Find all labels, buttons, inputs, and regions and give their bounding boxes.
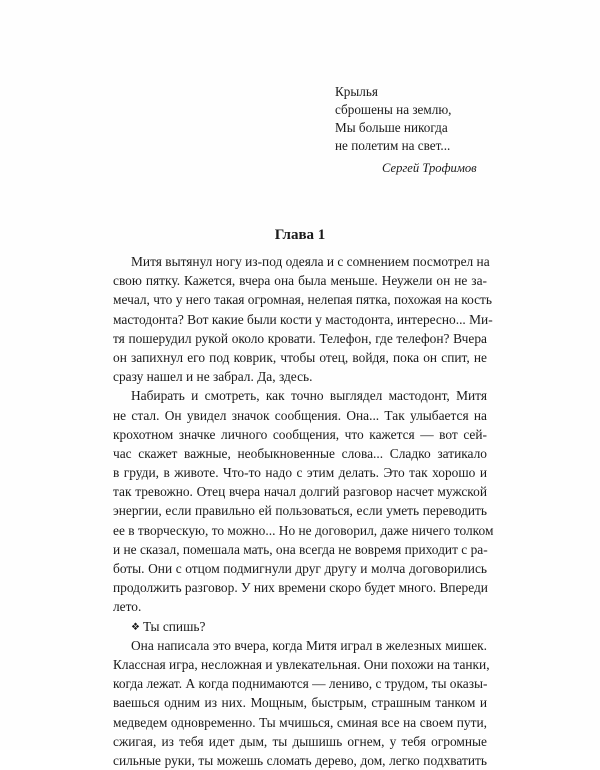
chapter-title: Глава 1 [274, 227, 326, 243]
text-line: боты. Они с отцом подмигнули друг другу и молча договорились [113, 561, 487, 576]
text-line: в груди, в животе. Что-то надо с этим делать. Это так хорошо и [113, 465, 487, 481]
epigraph-line: не полетим на свет... [335, 138, 451, 153]
text-line: час скажет важные, необыкновенные слова... Сладко затикало [113, 445, 487, 461]
text-line: мастодонта? Вот какие были кости у мастодонта, интересно... Ми- [113, 311, 493, 327]
text-line: тя пошерудил рукой около кровати. Телефон, где телефон? Вчера [113, 330, 487, 346]
body-text [113, 252, 494, 770]
text-line: крохотном значке личного сообщения, что кажется — вот сей- [113, 426, 487, 442]
text-line: когда лежат. А когда поднимаются — лениво, с трудом, ты оказы- [113, 676, 488, 692]
text-line: продолжить разговор. У них времени скоро будет много. Впереди [113, 580, 488, 596]
text-line: ее в творческую, то можно... Но не договорил, даже ничего толком [113, 522, 494, 538]
text-line: не стал. Он увидел значок сообщения. Она... Так улыбается на [113, 407, 487, 423]
epigraph [335, 83, 535, 177]
text-line: Набирать и смотреть, как точно выглядел мастодонт, Митя [131, 388, 487, 404]
text-line: Митя вытянул ногу из-под одеяла и с сомнением посмотрел на [131, 254, 490, 269]
epigraph-author: Сергей Трофимов [382, 161, 477, 175]
diamond-bullet-icon: ❖ [131, 621, 140, 633]
text-line: он запихнул его под коврик, чтобы отец, войдя, пока он спит, не [113, 349, 487, 365]
text-line: энергии, если правильно ей пользоваться, если уметь переводить [113, 503, 487, 519]
text-line: и не сказал, помешала мать, она всегда не вовремя приходит с ра- [113, 541, 488, 557]
text-line: Классная игра, несложная и увлекательная. Они похожи на танки, [113, 656, 490, 672]
text-line: Она написала это вчера, когда Митя играл в железных мишек. [131, 637, 487, 653]
text-line: сразу нашел и не забрал. Да, здесь. [113, 369, 313, 385]
epigraph-line: Мы больше никогда [335, 120, 448, 135]
text-line: мечал, что у него такая огромная, нелепая пятка, похожая на кость [113, 292, 492, 308]
text-line: ваешься одним из них. Мощным, быстрым, страшным танком и [113, 695, 487, 711]
text-line: сильные руки, ты можешь сломать дерево, дом, легко подхватить [113, 752, 487, 768]
message-text: Ты спишь? [142, 618, 206, 634]
text-line: свою пятку. Кажется, вчера она была меньше. Неужели он не за- [113, 273, 487, 289]
text-line: сжигая, из тебя идет дым, ты дышишь огнем, у тебя огромные [113, 733, 487, 749]
epigraph-line: сброшены на землю, [335, 102, 452, 117]
text-line: лето. [113, 599, 142, 615]
text-line: так тревожно. Отец вчера начал долгий разговор насчет мужской [113, 484, 487, 500]
message-line [113, 617, 487, 636]
text-line: медведем одновременно. Ты мчишься, сминая все на своем пути, [113, 714, 487, 730]
epigraph-line: Крылья [335, 84, 378, 99]
